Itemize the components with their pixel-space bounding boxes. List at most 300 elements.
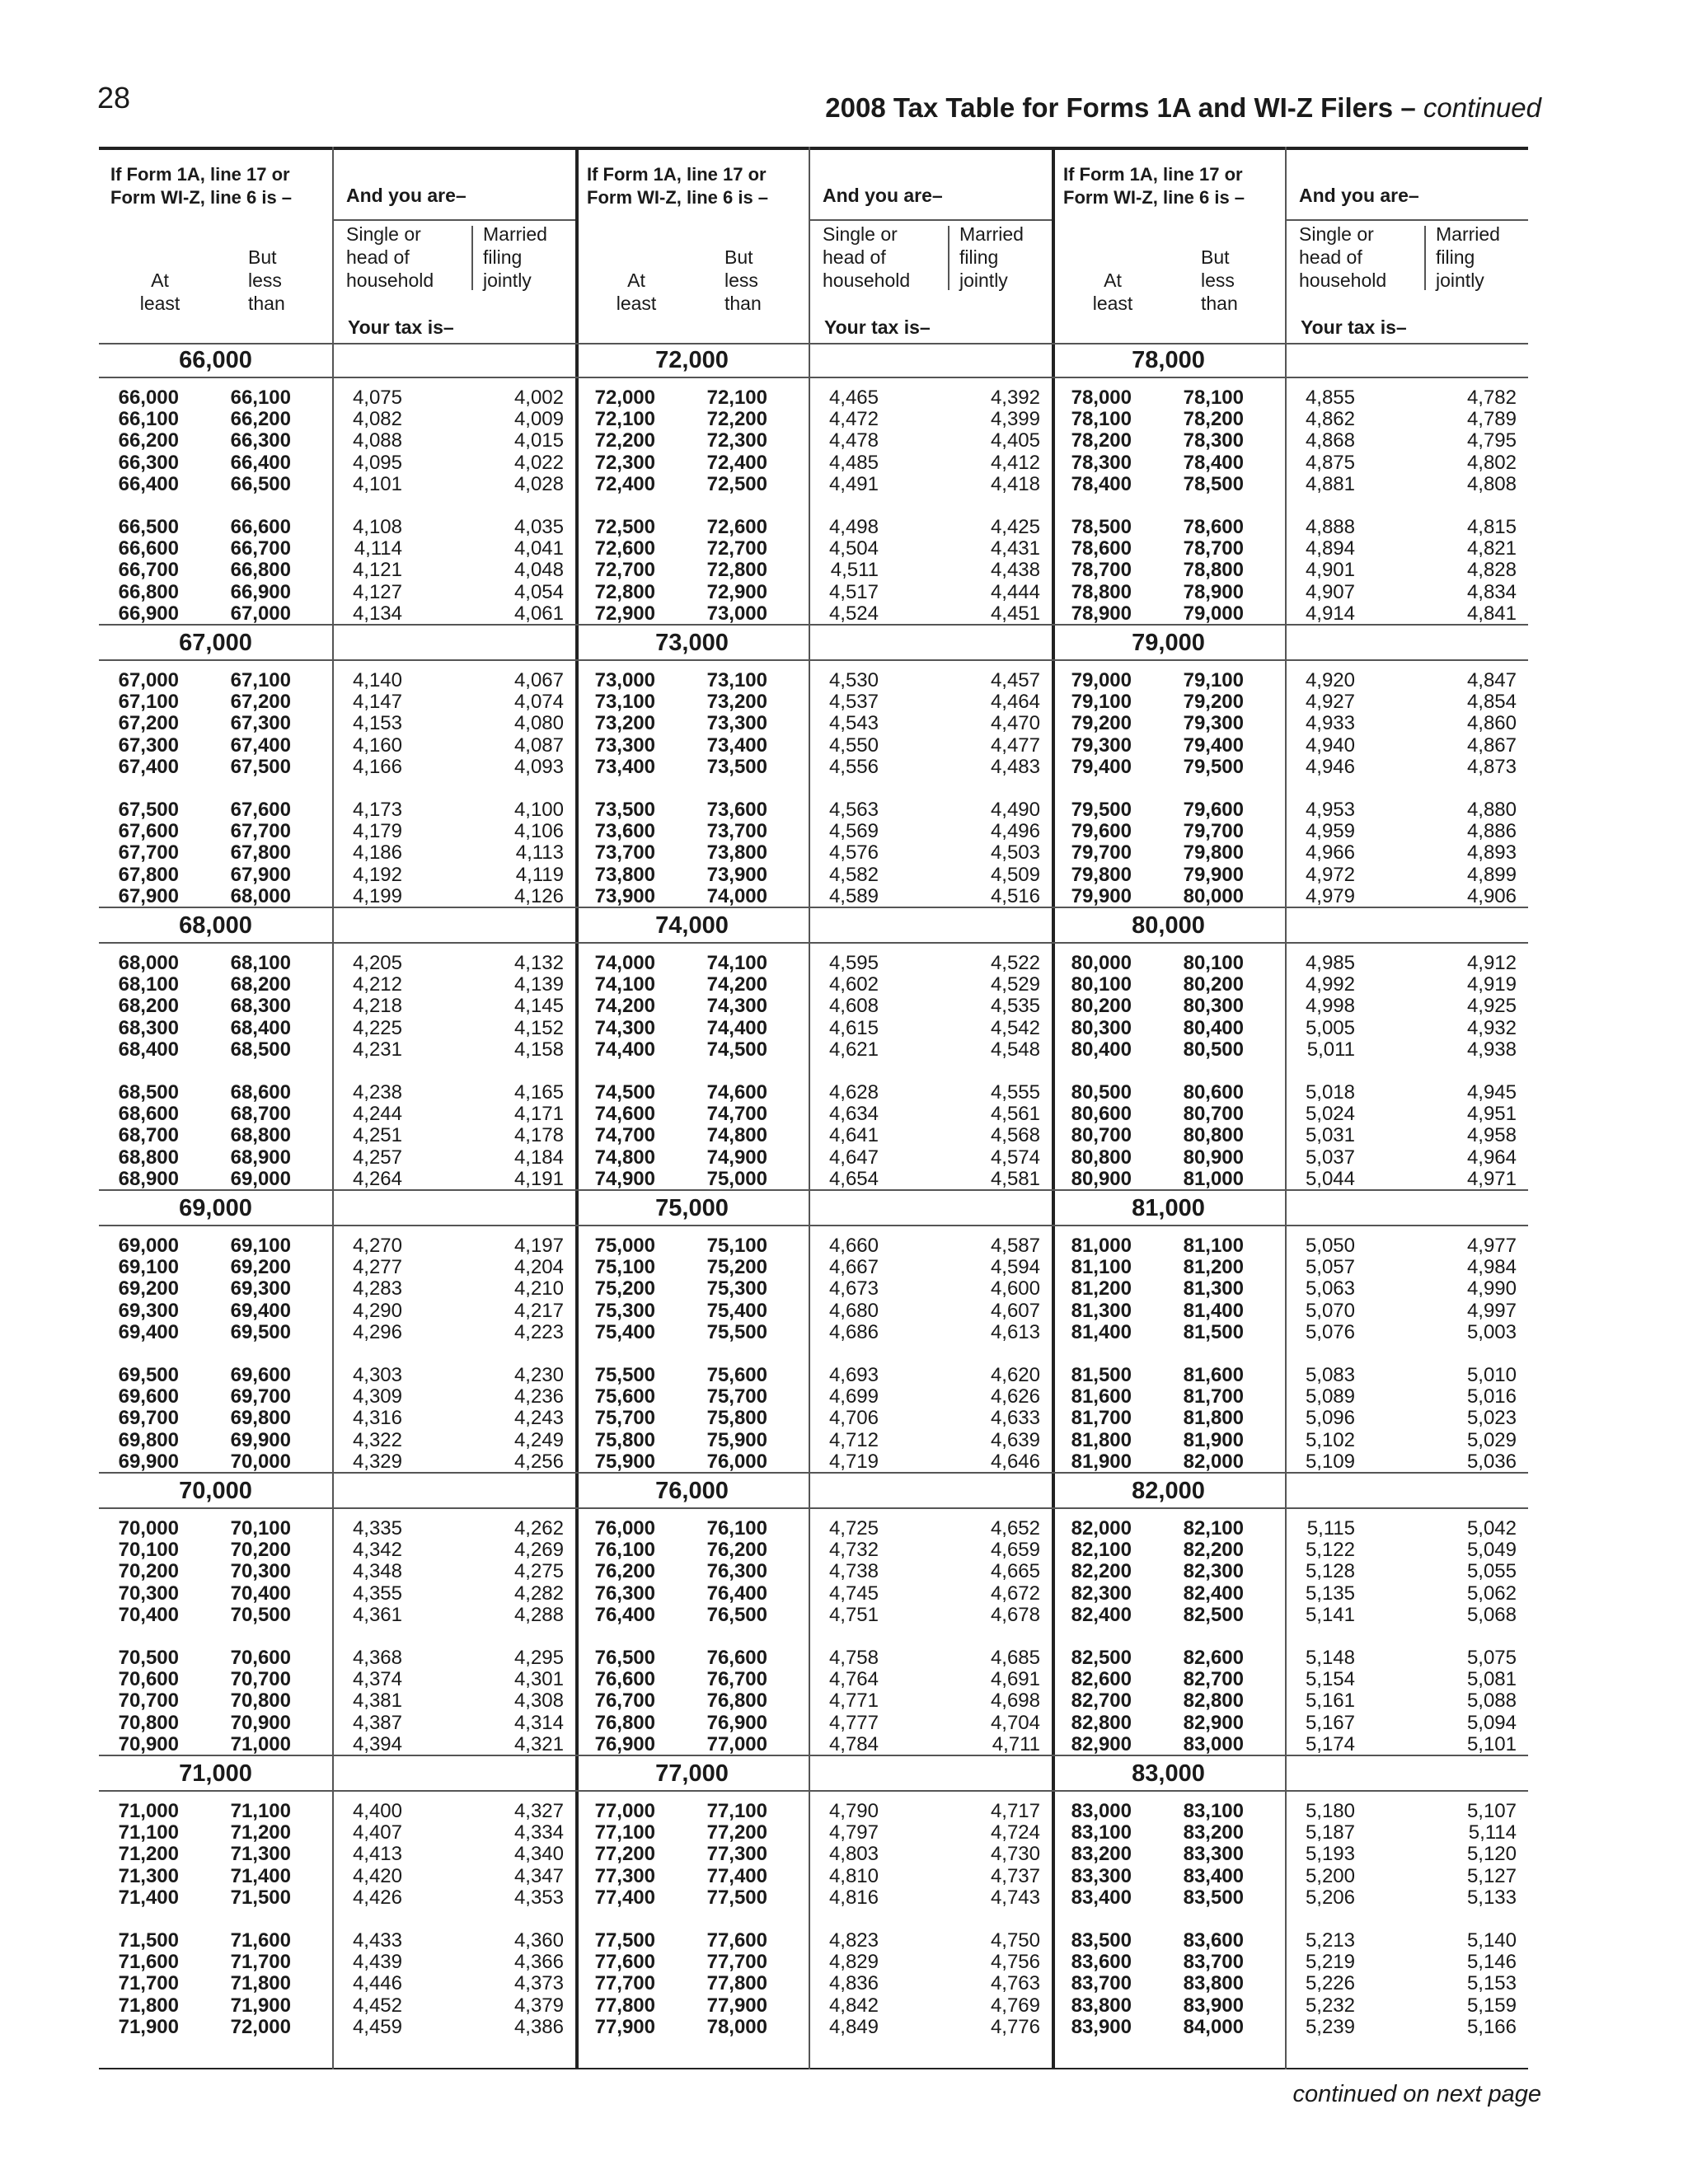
single-tax-cell: 4,160 (352, 733, 402, 757)
single-tax-cell: 4,322 (352, 1428, 402, 1451)
single-tax-cell: 4,251 (352, 1124, 402, 1147)
but-less-than-cell: 79,200 (1183, 691, 1244, 714)
married-tax-cell: 5,016 (1466, 1385, 1517, 1408)
single-tax-cell: 5,219 (1305, 1951, 1355, 1974)
married-tax-cell: 4,938 (1466, 1038, 1517, 1061)
single-tax-cell: 4,277 (352, 1256, 402, 1279)
single-tax-cell: 4,751 (828, 1603, 879, 1626)
at-least-cell: 69,800 (118, 1428, 179, 1451)
at-least-cell: 78,500 (1071, 516, 1132, 538)
married-tax-cell: 5,068 (1466, 1603, 1517, 1626)
but-less-than-cell: 67,600 (230, 799, 291, 821)
married-tax-cell: 4,392 (990, 387, 1040, 409)
at-least-cell: 73,000 (594, 669, 655, 691)
at-least-cell: 67,600 (118, 820, 179, 843)
table-section (1052, 626, 1528, 908)
table-row (1052, 1866, 1528, 1887)
table-section (99, 1474, 575, 1756)
at-least-cell: 79,000 (1071, 669, 1132, 691)
at-least-cell: 73,400 (594, 755, 655, 778)
but-less-than-cell: 71,400 (230, 1864, 291, 1887)
at-least-cell: 69,000 (118, 1235, 179, 1257)
but-less-than-cell: 82,700 (1183, 1668, 1244, 1691)
married-tax-cell: 4,002 (513, 387, 564, 409)
at-least-cell: 68,800 (118, 1146, 179, 1169)
single-tax-cell: 4,530 (828, 669, 879, 691)
single-tax-cell: 5,141 (1305, 1603, 1355, 1626)
but-less-than-cell: 77,100 (706, 1800, 767, 1822)
married-tax-cell: 4,171 (513, 1103, 564, 1126)
table-row (1052, 670, 1528, 691)
married-tax-cell: 4,418 (990, 472, 1040, 495)
married-tax-cell: 4,158 (513, 1038, 564, 1061)
but-less-than-cell: 66,500 (230, 472, 291, 495)
married-tax-cell: 4,555 (990, 1081, 1040, 1104)
single-tax-cell: 5,161 (1305, 1690, 1355, 1713)
table-section (99, 343, 575, 626)
table-row (99, 1365, 575, 1386)
table-row (99, 1690, 575, 1712)
single-tax-cell: 4,959 (1305, 820, 1355, 843)
married-tax-cell: 4,061 (513, 602, 564, 625)
married-tax-cell: 5,101 (1466, 1732, 1517, 1755)
married-tax-cell: 4,769 (990, 1994, 1040, 2017)
married-tax-cell: 4,184 (513, 1146, 564, 1169)
at-least-cell: 80,000 (1071, 952, 1132, 974)
section-rule (575, 377, 1052, 378)
section-rule (1052, 1225, 1528, 1226)
table-row (575, 757, 1052, 778)
at-least-cell: 80,800 (1071, 1146, 1132, 1169)
but-less-than-cell: 78,000 (706, 2015, 767, 2038)
at-least-cell: 81,900 (1071, 1450, 1132, 1473)
section-heading: 75,000 (655, 1195, 729, 1221)
married-tax-cell: 4,470 (990, 712, 1040, 735)
single-tax-cell: 4,725 (828, 1517, 879, 1540)
single-tax-cell: 4,147 (352, 691, 402, 714)
married-tax-cell: 4,217 (513, 1299, 564, 1322)
but-less-than-cell: 69,700 (230, 1385, 291, 1408)
at-least-cell: 74,500 (594, 1081, 655, 1104)
at-least-cell: 74,600 (594, 1103, 655, 1126)
but-less-than-cell: 81,700 (1183, 1385, 1244, 1408)
table-row (99, 1822, 575, 1844)
at-least-cell: 81,200 (1071, 1277, 1132, 1301)
table-row (99, 1169, 575, 1190)
header-divider (1424, 226, 1426, 290)
at-least-cell: 74,000 (594, 952, 655, 974)
married-tax-cell: 4,100 (513, 799, 564, 821)
married-tax-cell: 5,036 (1466, 1450, 1517, 1473)
table-row (1052, 1713, 1528, 1734)
but-less-than-cell: 70,200 (230, 1539, 291, 1562)
but-less-than-header: But less than (1201, 246, 1238, 314)
at-least-cell: 72,300 (594, 451, 655, 474)
table-row (575, 1540, 1052, 1561)
married-tax-cell: 4,067 (513, 669, 564, 691)
table-row (575, 1386, 1052, 1408)
but-less-than-cell: 73,400 (706, 733, 767, 757)
married-tax-cell: 4,503 (990, 841, 1040, 865)
table-row (99, 1386, 575, 1408)
married-tax-cell: 4,756 (990, 1951, 1040, 1974)
married-tax-cell: 4,860 (1466, 712, 1517, 735)
but-less-than-cell: 75,300 (706, 1277, 767, 1301)
table-column-block (575, 147, 1052, 2069)
table-row (575, 474, 1052, 495)
but-less-than-cell: 73,800 (706, 841, 767, 865)
at-least-cell: 76,100 (594, 1539, 655, 1562)
at-least-cell: 75,200 (594, 1277, 655, 1301)
single-tax-cell: 4,348 (352, 1560, 402, 1583)
but-less-than-cell: 67,400 (230, 733, 291, 757)
at-least-cell: 77,800 (594, 1994, 655, 2017)
but-less-than-cell: 68,800 (230, 1124, 291, 1147)
table-row (99, 1952, 575, 1973)
married-tax-cell: 4,964 (1466, 1146, 1517, 1169)
single-tax-cell: 5,122 (1305, 1539, 1355, 1562)
but-less-than-cell: 78,500 (1183, 472, 1244, 495)
married-tax-cell: 4,795 (1466, 429, 1517, 452)
at-least-cell: 69,400 (118, 1320, 179, 1343)
at-least-cell: 78,600 (1071, 537, 1132, 560)
table-row (575, 1734, 1052, 1755)
single-tax-cell: 4,628 (828, 1081, 879, 1104)
single-tax-cell: 5,128 (1305, 1560, 1355, 1583)
single-tax-cell: 4,511 (830, 559, 879, 582)
single-tax-cell: 4,231 (352, 1038, 402, 1061)
but-less-than-cell: 66,700 (230, 537, 291, 560)
but-less-than-cell: 67,200 (230, 691, 291, 714)
married-tax-cell: 4,750 (990, 1929, 1040, 1952)
married-tax-cell: 4,841 (1466, 602, 1517, 625)
table-column-block (99, 147, 575, 2069)
married-tax-cell: 4,704 (990, 1711, 1040, 1734)
table-row (575, 2017, 1052, 2038)
at-least-cell: 67,800 (118, 863, 179, 886)
married-tax-cell: 4,529 (990, 973, 1040, 996)
single-tax-cell: 4,114 (354, 537, 402, 560)
married-tax-cell: 4,457 (990, 669, 1040, 691)
but-less-than-cell: 73,100 (706, 669, 767, 691)
at-least-cell: 78,100 (1071, 408, 1132, 431)
at-least-cell: 68,500 (118, 1081, 179, 1104)
single-tax-cell: 4,712 (828, 1428, 879, 1451)
but-less-than-cell: 67,800 (230, 841, 291, 865)
but-less-than-cell: 73,500 (706, 755, 767, 778)
at-least-cell: 73,100 (594, 691, 655, 714)
table-row (575, 1801, 1052, 1822)
married-tax-cell: 4,834 (1466, 580, 1517, 603)
married-tax-cell: 5,010 (1466, 1364, 1517, 1386)
section-rule (1052, 1790, 1528, 1792)
at-least-cell: 77,300 (594, 1864, 655, 1887)
but-less-than-cell: 68,600 (230, 1081, 291, 1104)
married-tax-cell: 4,899 (1466, 863, 1517, 886)
table-row (99, 1844, 575, 1865)
but-less-than-cell: 80,200 (1183, 973, 1244, 996)
but-less-than-cell: 76,700 (706, 1668, 767, 1691)
at-least-cell: 76,500 (594, 1647, 655, 1669)
but-less-than-cell: 81,900 (1183, 1428, 1244, 1451)
bottom-rule (1052, 2068, 1528, 2069)
married-tax-cell: 4,906 (1466, 884, 1517, 907)
table-row (575, 1430, 1052, 1451)
but-less-than-cell: 71,700 (230, 1951, 291, 1974)
single-tax-cell: 5,037 (1305, 1146, 1355, 1169)
but-less-than-cell: 69,800 (230, 1407, 291, 1430)
at-least-cell: 82,000 (1071, 1517, 1132, 1540)
at-least-cell: 78,000 (1071, 387, 1132, 409)
at-least-header: At least (616, 269, 657, 314)
table-row (99, 1647, 575, 1669)
section-heading: 68,000 (179, 912, 252, 939)
at-least-cell: 78,700 (1071, 559, 1132, 582)
at-least-cell: 71,200 (118, 1843, 179, 1866)
single-tax-cell: 4,270 (352, 1235, 402, 1257)
married-tax-cell: 4,568 (990, 1124, 1040, 1147)
single-tax-cell: 4,699 (828, 1385, 879, 1408)
at-least-cell: 70,400 (118, 1603, 179, 1626)
but-less-than-cell: 66,800 (230, 559, 291, 582)
at-least-cell: 79,100 (1071, 691, 1132, 714)
but-less-than-cell: 69,900 (230, 1428, 291, 1451)
married-tax-cell: 4,373 (513, 1972, 564, 1995)
married-tax-cell: 5,166 (1466, 2015, 1517, 2038)
married-tax-cell: 4,080 (513, 712, 564, 735)
table-row (1052, 1278, 1528, 1300)
but-less-than-cell: 74,900 (706, 1146, 767, 1169)
at-least-cell: 70,500 (118, 1647, 179, 1669)
at-least-cell: 66,300 (118, 451, 179, 474)
table-row (1052, 603, 1528, 625)
single-tax-cell: 5,096 (1305, 1407, 1355, 1430)
at-least-cell: 66,000 (118, 387, 179, 409)
section-rule (1052, 377, 1528, 378)
income-range-header: If Form 1A, line 17 or Form WI-Z, line 6 is – (110, 164, 293, 208)
table-row (575, 1669, 1052, 1690)
single-tax-cell: 4,816 (828, 1886, 879, 1909)
single-tax-cell: 4,647 (828, 1146, 879, 1169)
section-heading: 67,000 (179, 630, 252, 656)
table-row (575, 1866, 1052, 1887)
but-less-than-cell: 70,800 (230, 1690, 291, 1713)
at-least-cell: 66,800 (118, 580, 179, 603)
but-less-than-cell: 79,300 (1183, 712, 1244, 735)
section-rule (99, 1507, 575, 1509)
but-less-than-cell: 67,700 (230, 820, 291, 843)
at-least-cell: 74,100 (594, 973, 655, 996)
at-least-cell: 79,300 (1071, 733, 1132, 757)
at-least-cell: 67,100 (118, 691, 179, 714)
but-less-than-cell: 80,900 (1183, 1146, 1244, 1169)
but-less-than-cell: 75,500 (706, 1320, 767, 1343)
married-tax-cell: 4,139 (513, 973, 564, 996)
table-row (99, 1430, 575, 1451)
at-least-cell: 76,800 (594, 1711, 655, 1734)
married-tax-cell: 4,249 (513, 1428, 564, 1451)
at-least-cell: 75,100 (594, 1256, 655, 1279)
but-less-than-cell: 70,500 (230, 1603, 291, 1626)
single-tax-cell: 4,095 (352, 451, 402, 474)
but-less-than-cell: 72,300 (706, 429, 767, 452)
married-tax-cell: 4,646 (990, 1450, 1040, 1473)
but-less-than-cell: 77,800 (706, 1972, 767, 1995)
single-tax-cell: 4,361 (352, 1603, 402, 1626)
table-row (575, 1930, 1052, 1952)
married-tax-cell: 5,107 (1466, 1800, 1517, 1822)
single-tax-cell: 4,803 (828, 1843, 879, 1866)
married-tax-cell: 4,854 (1466, 691, 1517, 714)
table-row (99, 1257, 575, 1278)
single-tax-cell: 4,140 (352, 669, 402, 691)
table-row (1052, 1669, 1528, 1690)
table-row (99, 757, 575, 778)
at-least-cell: 74,300 (594, 1016, 655, 1039)
single-tax-cell: 4,543 (828, 712, 879, 735)
but-less-than-cell: 71,000 (230, 1732, 291, 1755)
table-row (1052, 996, 1528, 1017)
title-text: 2008 Tax Table for Forms 1A and WI-Z Filers (825, 92, 1394, 123)
but-less-than-cell: 77,500 (706, 1886, 767, 1909)
at-least-cell: 83,300 (1071, 1864, 1132, 1887)
at-least-cell: 80,500 (1071, 1081, 1132, 1104)
table-row (99, 1561, 575, 1582)
table-row (1052, 1018, 1528, 1039)
table-row (99, 1866, 575, 1887)
married-tax-cell: 4,581 (990, 1167, 1040, 1190)
table-section (99, 1191, 575, 1474)
section-heading: 76,000 (655, 1478, 729, 1504)
section-heading: 66,000 (179, 347, 252, 373)
married-tax-cell: 4,256 (513, 1450, 564, 1473)
but-less-than-cell: 80,300 (1183, 995, 1244, 1018)
married-tax-cell: 4,093 (513, 755, 564, 778)
table-row (99, 1518, 575, 1540)
but-less-than-cell: 66,900 (230, 580, 291, 603)
at-least-cell: 76,900 (594, 1732, 655, 1755)
at-least-cell: 77,100 (594, 1821, 655, 1844)
married-tax-cell: 4,204 (513, 1256, 564, 1279)
single-tax-cell: 4,491 (828, 472, 879, 495)
table-row (1052, 842, 1528, 864)
but-less-than-cell: 82,200 (1183, 1539, 1244, 1562)
table-row (575, 1169, 1052, 1190)
table-row (1052, 1690, 1528, 1712)
table-row (1052, 1952, 1528, 1973)
but-less-than-cell: 75,400 (706, 1299, 767, 1322)
married-tax-cell: 4,165 (513, 1081, 564, 1104)
married-tax-cell: 4,282 (513, 1582, 564, 1605)
married-tax-cell: 4,737 (990, 1864, 1040, 1887)
but-less-than-cell: 77,300 (706, 1843, 767, 1866)
married-tax-cell: 5,075 (1466, 1647, 1517, 1669)
married-tax-cell: 4,665 (990, 1560, 1040, 1583)
but-less-than-cell: 82,100 (1183, 1517, 1244, 1540)
but-less-than-cell: 78,700 (1183, 537, 1244, 560)
single-tax-cell: 4,829 (828, 1951, 879, 1974)
at-least-cell: 68,100 (118, 973, 179, 996)
at-least-cell: 76,200 (594, 1560, 655, 1583)
but-less-than-cell: 83,900 (1183, 1994, 1244, 2017)
married-tax-cell: 4,717 (990, 1800, 1040, 1822)
single-tax-cell: 5,024 (1305, 1103, 1355, 1126)
married-tax-cell: 4,334 (513, 1821, 564, 1844)
married-tax-cell: 4,925 (1466, 995, 1517, 1018)
table-row (575, 1147, 1052, 1169)
married-tax-cell: 4,984 (1466, 1256, 1517, 1279)
married-tax-cell: 4,626 (990, 1385, 1040, 1408)
single-tax-cell: 4,504 (828, 537, 879, 560)
table-row (575, 387, 1052, 409)
at-least-cell: 75,900 (594, 1450, 655, 1473)
table-section (1052, 1474, 1528, 1756)
married-tax-cell: 4,464 (990, 691, 1040, 714)
but-less-than-cell: 67,100 (230, 669, 291, 691)
married-tax-cell: 4,132 (513, 952, 564, 974)
table-row (1052, 1930, 1528, 1952)
section-rule (575, 1507, 1052, 1509)
table-row (575, 735, 1052, 757)
but-less-than-cell: 74,600 (706, 1081, 767, 1104)
at-least-cell: 73,800 (594, 863, 655, 886)
table-row (575, 1973, 1052, 1994)
but-less-than-cell: 70,400 (230, 1582, 291, 1605)
single-tax-cell: 5,193 (1305, 1843, 1355, 1866)
at-least-cell: 66,400 (118, 472, 179, 495)
single-tax-cell: 4,394 (352, 1732, 402, 1755)
single-tax-cell: 4,868 (1305, 429, 1355, 452)
your-tax-is-header: Your tax is– (1301, 316, 1407, 338)
at-least-cell: 78,300 (1071, 451, 1132, 474)
married-tax-cell: 4,789 (1466, 408, 1517, 431)
table-row (575, 953, 1052, 974)
section-heading: 72,000 (655, 347, 729, 373)
table-row (1052, 430, 1528, 452)
married-jointly-header: Married filing jointly (483, 223, 547, 291)
single-tax-cell: 4,966 (1305, 841, 1355, 865)
section-rule (99, 1225, 575, 1226)
at-least-cell: 69,500 (118, 1364, 179, 1386)
married-tax-cell: 4,678 (990, 1603, 1040, 1626)
but-less-than-cell: 83,400 (1183, 1864, 1244, 1887)
at-least-cell: 76,700 (594, 1690, 655, 1713)
table-row (99, 691, 575, 713)
single-tax-cell: 4,842 (828, 1994, 879, 2017)
table-row (1052, 1822, 1528, 1844)
single-tax-cell: 5,239 (1305, 2015, 1355, 2038)
at-least-cell: 67,200 (118, 712, 179, 735)
section-rule (99, 659, 575, 661)
single-tax-cell: 4,368 (352, 1647, 402, 1669)
at-least-cell: 72,900 (594, 602, 655, 625)
table-row (99, 2017, 575, 2038)
at-least-cell: 80,900 (1071, 1167, 1132, 1190)
at-least-cell: 82,100 (1071, 1539, 1132, 1562)
top-rule (99, 147, 575, 150)
at-least-cell: 81,400 (1071, 1320, 1132, 1343)
married-tax-cell: 4,347 (513, 1864, 564, 1887)
but-less-than-cell: 76,200 (706, 1539, 767, 1562)
at-least-cell: 80,300 (1071, 1016, 1132, 1039)
at-least-cell: 72,600 (594, 537, 655, 560)
single-tax-cell: 4,101 (352, 472, 402, 495)
single-tax-cell: 4,387 (352, 1711, 402, 1734)
table-row (99, 1540, 575, 1561)
but-less-than-cell: 83,000 (1183, 1732, 1244, 1755)
but-less-than-cell: 74,800 (706, 1124, 767, 1147)
at-least-cell: 74,200 (594, 995, 655, 1018)
